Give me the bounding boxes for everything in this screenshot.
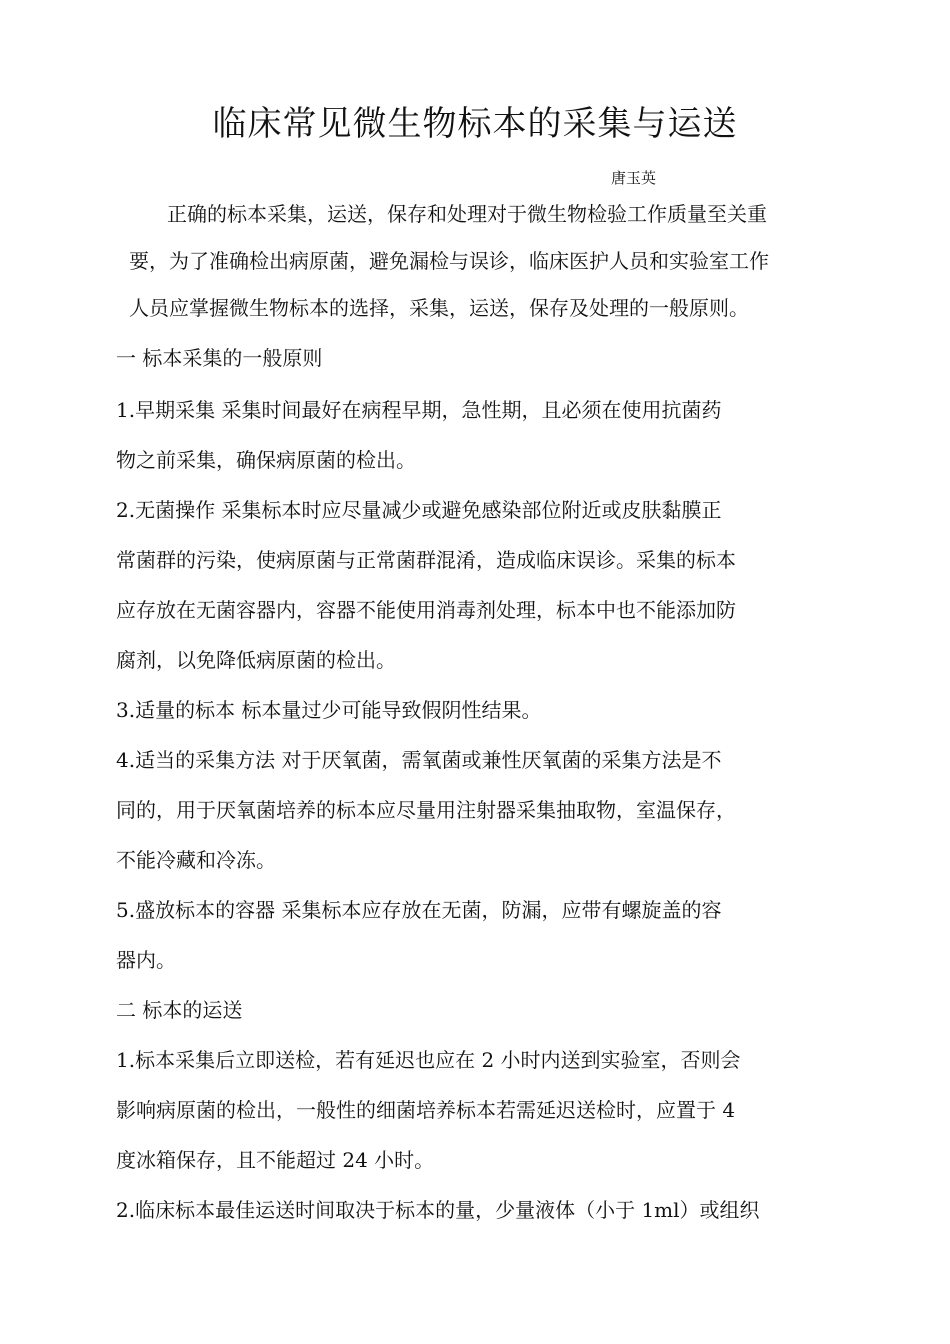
paragraph-line: 2.无菌操作 采集标本时应尽量减少或避免感染部位附近或皮肤黏膜正 xyxy=(116,498,722,522)
intro-line: 正确的标本采集，运送，保存和处理对于微生物检验工作质量至关重 xyxy=(167,202,767,226)
paragraph-line: 常菌群的污染，使病原菌与正常菌群混淆，造成临床误诊。采集的标本 xyxy=(116,548,736,572)
paragraph-line: 物之前采集，确保病原菌的检出。 xyxy=(116,448,416,472)
paragraph-line: 器内。 xyxy=(116,948,176,972)
section-heading: 二 标本的运送 xyxy=(116,998,243,1022)
paragraph-line: 同的，用于厌氧菌培养的标本应尽量用注射器采集抽取物，室温保存， xyxy=(116,798,736,822)
document-title: 临床常见微生物标本的采集与运送 xyxy=(212,104,738,144)
author-name: 唐玉英 xyxy=(611,169,657,187)
paragraph-line: 腐剂，以免降低病原菌的检出。 xyxy=(116,648,396,672)
intro-line: 要，为了准确检出病原菌，避免漏检与误诊，临床医护人员和实验室工作 xyxy=(129,249,769,273)
paragraph-line: 5.盛放标本的容器 采集标本应存放在无菌，防漏，应带有螺旋盖的容 xyxy=(116,898,722,922)
paragraph-line: 2.临床标本最佳运送时间取决于标本的量，少量液体（小于 1ml）或组织 xyxy=(116,1198,760,1222)
paragraph-line: 应存放在无菌容器内，容器不能使用消毒剂处理，标本中也不能添加防 xyxy=(116,598,736,622)
paragraph-line: 4.适当的采集方法 对于厌氧菌，需氧菌或兼性厌氧菌的采集方法是不 xyxy=(116,748,722,772)
paragraph-line: 不能冷藏和冷冻。 xyxy=(116,848,276,872)
intro-line: 人员应掌握微生物标本的选择，采集，运送，保存及处理的一般原则。 xyxy=(129,296,749,320)
paragraph-line: 1.标本采集后立即送检，若有延迟也应在 2 小时内送到实验室，否则会 xyxy=(116,1048,741,1072)
section-heading: 一 标本采集的一般原则 xyxy=(116,346,323,370)
paragraph-line: 3.适量的标本 标本量过少可能导致假阴性结果。 xyxy=(116,698,542,722)
paragraph-line: 1.早期采集 采集时间最好在病程早期，急性期，且必须在使用抗菌药 xyxy=(116,398,722,422)
paragraph-line: 度冰箱保存，且不能超过 24 小时。 xyxy=(116,1148,435,1172)
paragraph-line: 影响病原菌的检出，一般性的细菌培养标本若需延迟送检时，应置于 4 xyxy=(116,1098,736,1122)
